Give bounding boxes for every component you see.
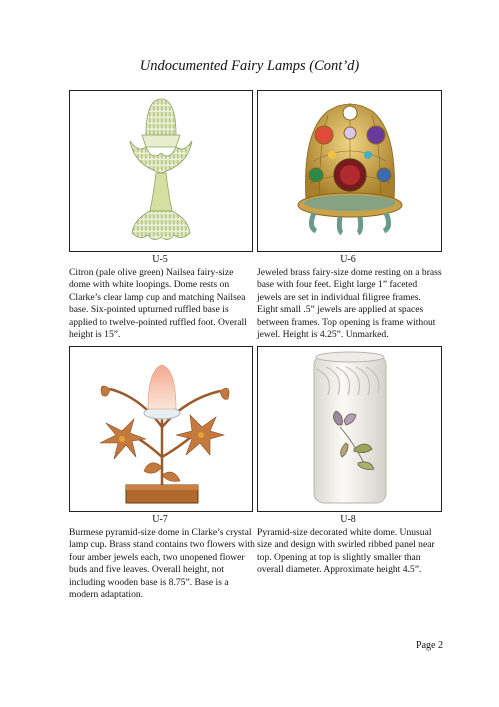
- item-description-u7: Burmese pyramid-size dome in Clarke’s crystal lamp cup. Brass stand contains two flowers with four amber jewels each, two unopened flower buds and five leaves. Overall height, not including wooden base is 8.75”. Base is a modern adaptation.: [69, 527, 255, 601]
- photo-frame-u8: [257, 346, 442, 512]
- burmese-flower-lamp-image: [70, 347, 252, 511]
- item-code-u7: U-7: [152, 514, 168, 525]
- photo-frame-u5: [69, 90, 253, 252]
- decorated-white-dome-image: [258, 347, 441, 511]
- page-title: Undocumented Fairy Lamps (Cont’d): [139, 58, 360, 74]
- item-code-u8: U-8: [340, 514, 356, 525]
- photo-frame-u7: [69, 346, 253, 512]
- page-number: Page 2: [416, 640, 443, 651]
- item-description-u6: Jeweled brass fairy-size dome resting on a brass base with four feet. Eight large 1” faceted jewels are set in individual filigree frames. Eight small .5” jewels are applied at spaces between frames. Top opening is frame without jewel. Height is 4.25”. Unmarked.: [257, 267, 442, 341]
- item-code-u6: U-6: [340, 254, 356, 265]
- item-code-u5: U-5: [152, 254, 168, 265]
- item-description-u5: Citron (pale olive green) Nailsea fairy-size dome with white loopings. Dome rests on Clarke’s clear lamp cup and matching Nailsea base. Six-pointed upturned ruffled base is applied to twelve-pointed ruffled foot. Overall height is 15”.: [69, 267, 247, 341]
- photo-frame-u6: [257, 90, 442, 252]
- nailsea-lamp-image: [70, 91, 252, 251]
- jeweled-brass-lamp-image: [258, 91, 441, 251]
- item-description-u8: Pyramid-size decorated white dome. Unusual size and design with swirled ribbed panel near top. Opening at top is slightly smaller than overall diameter. Approximate height 4.5”.: [257, 527, 435, 576]
